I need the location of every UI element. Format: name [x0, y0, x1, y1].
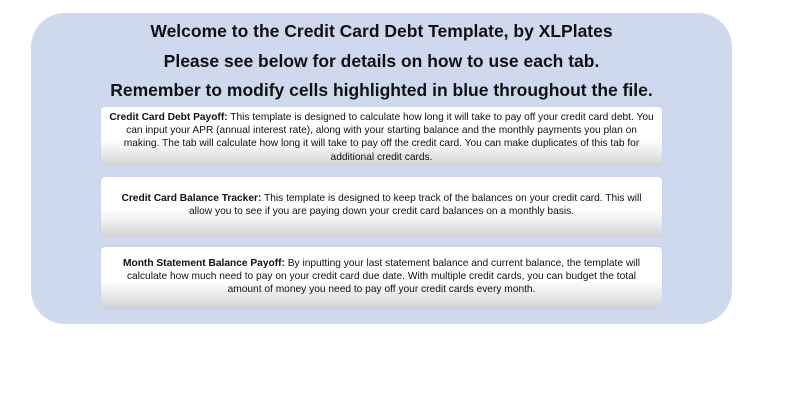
card-description: This template is designed to keep track of the balances on your credit card. This will allow you to see if you are paying down your credit card balances on a monthly basis.	[188, 193, 642, 218]
instructions-panel	[31, 13, 732, 324]
card-title: Month Statement Balance Payoff:	[123, 258, 285, 269]
credit-card-balance-tracker-card	[101, 177, 662, 237]
card-description: By inputting your last statement balance and current balance, the template will calculate how much need to pay on your credit card due date. With multiple credit cards, you can budget the total amount of money you need to pay off your credit cards every month.	[126, 258, 640, 296]
credit-card-debt-payoff-card	[101, 107, 662, 166]
instructions-subheading: Please see below for details on how to use each tab.	[163, 51, 600, 71]
welcome-heading: Welcome to the Credit Card Debt Template, by XLPlates	[150, 21, 613, 41]
reminder-subheading: Remember to modify cells highlighted in blue throughout the file.	[110, 80, 653, 100]
card-title: Credit Card Balance Tracker:	[121, 193, 262, 204]
card-title: Credit Card Debt Payoff:	[109, 112, 228, 123]
month-statement-balance-payoff-card	[101, 247, 662, 308]
card-description: This template is designed to calculate how long it will take to pay off your credit card debt. You can input your APR (annual interest rate), along with your starting balance and the monthly payments you plan on making. The tab will calculate how long it will take to pay off the credit card. You can make duplicates of this tab for additional credit cards.	[123, 112, 654, 163]
